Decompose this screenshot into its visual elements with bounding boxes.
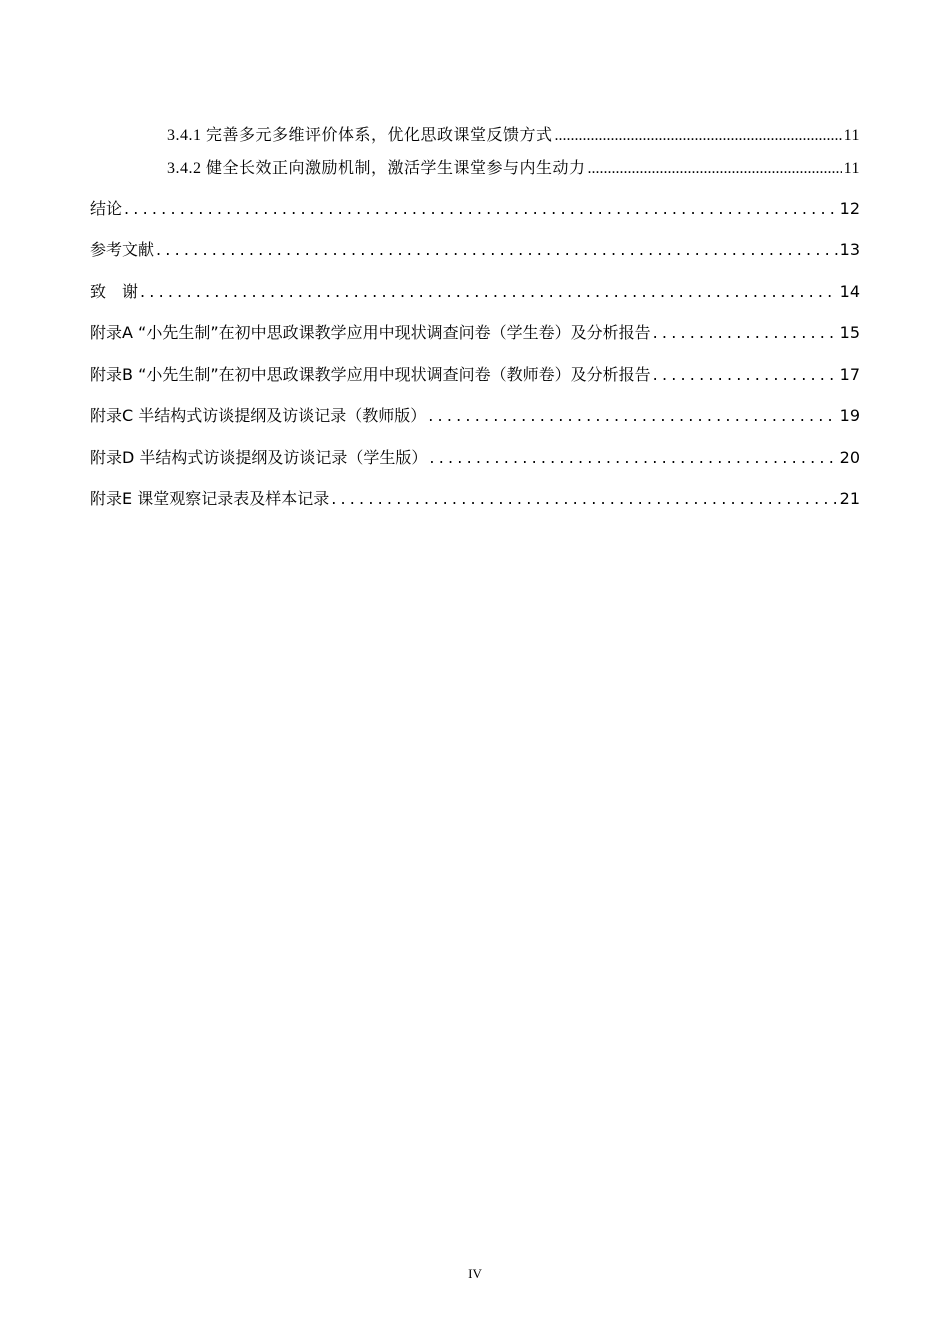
toc-entry-conclusion[interactable]: [90, 196, 860, 219]
toc-entry-title: 附录D 半结构式访谈提纲及访谈记录（学生版）: [90, 448, 428, 467]
toc-dot-leader: [140, 282, 838, 301]
toc-entry-references[interactable]: [90, 237, 860, 260]
toc-entry-appendix-e[interactable]: [90, 486, 860, 509]
toc-dot-leader: [653, 365, 838, 384]
toc-entry-title: 附录B “小先生制”在初中思政课教学应用中现状调查问卷（教师卷）及分析报告: [90, 365, 651, 384]
toc-entry-page: 20: [839, 448, 860, 467]
toc-entry-page: 11: [843, 127, 860, 144]
toc-entry-title: 附录C 半结构式访谈提纲及访谈记录（教师版）: [90, 406, 427, 425]
toc-entry-acknowledgements[interactable]: [90, 279, 860, 302]
toc-entry-title: 3.4.1 完善多元多维评价体系，优化思政课堂反馈方式: [167, 127, 553, 144]
toc-dot-leader: [156, 240, 838, 259]
toc-entry-page: 15: [839, 323, 860, 342]
toc-entry-page: 13: [839, 240, 860, 259]
page-number: IV: [468, 1266, 482, 1281]
toc-entry-title: 附录A “小先生制”在初中思政课教学应用中现状调查问卷（学生卷）及分析报告: [90, 323, 651, 342]
toc-dot-leader: [428, 406, 837, 425]
toc-entry-title: 致 谢: [90, 282, 139, 301]
toc-dot-leader: [429, 448, 837, 467]
toc-dot-leader: [588, 160, 842, 178]
toc-dot-leader: [653, 323, 838, 342]
toc-entry-page: 11: [843, 160, 860, 177]
toc-entry-page: 12: [839, 199, 860, 218]
toc-entry-page: 17: [839, 365, 860, 384]
toc-entry-appendix-d[interactable]: [90, 445, 860, 468]
toc-entry-title: 3.4.2 健全长效正向激励机制，激活学生课堂参与内生动力: [167, 160, 586, 177]
toc-entry-appendix-a[interactable]: [90, 320, 860, 343]
toc-entry-appendix-b[interactable]: [90, 362, 860, 385]
toc-entry-title: 参考文献: [90, 240, 155, 259]
toc-entry-page: 14: [839, 282, 860, 301]
toc-entry-3-4-2[interactable]: [167, 155, 860, 178]
toc-entry-page: 21: [839, 489, 860, 508]
toc-entry-title: 结论: [90, 199, 123, 218]
toc-dot-leader: [124, 199, 838, 218]
toc-entry-appendix-c[interactable]: [90, 403, 860, 426]
toc-entry-title: 附录E 课堂观察记录表及样本记录: [90, 489, 330, 508]
toc-entry-page: 19: [839, 406, 860, 425]
toc-dot-leader: [331, 489, 837, 508]
toc-entry-3-4-1[interactable]: [167, 122, 860, 145]
toc-dot-leader: [555, 127, 842, 145]
